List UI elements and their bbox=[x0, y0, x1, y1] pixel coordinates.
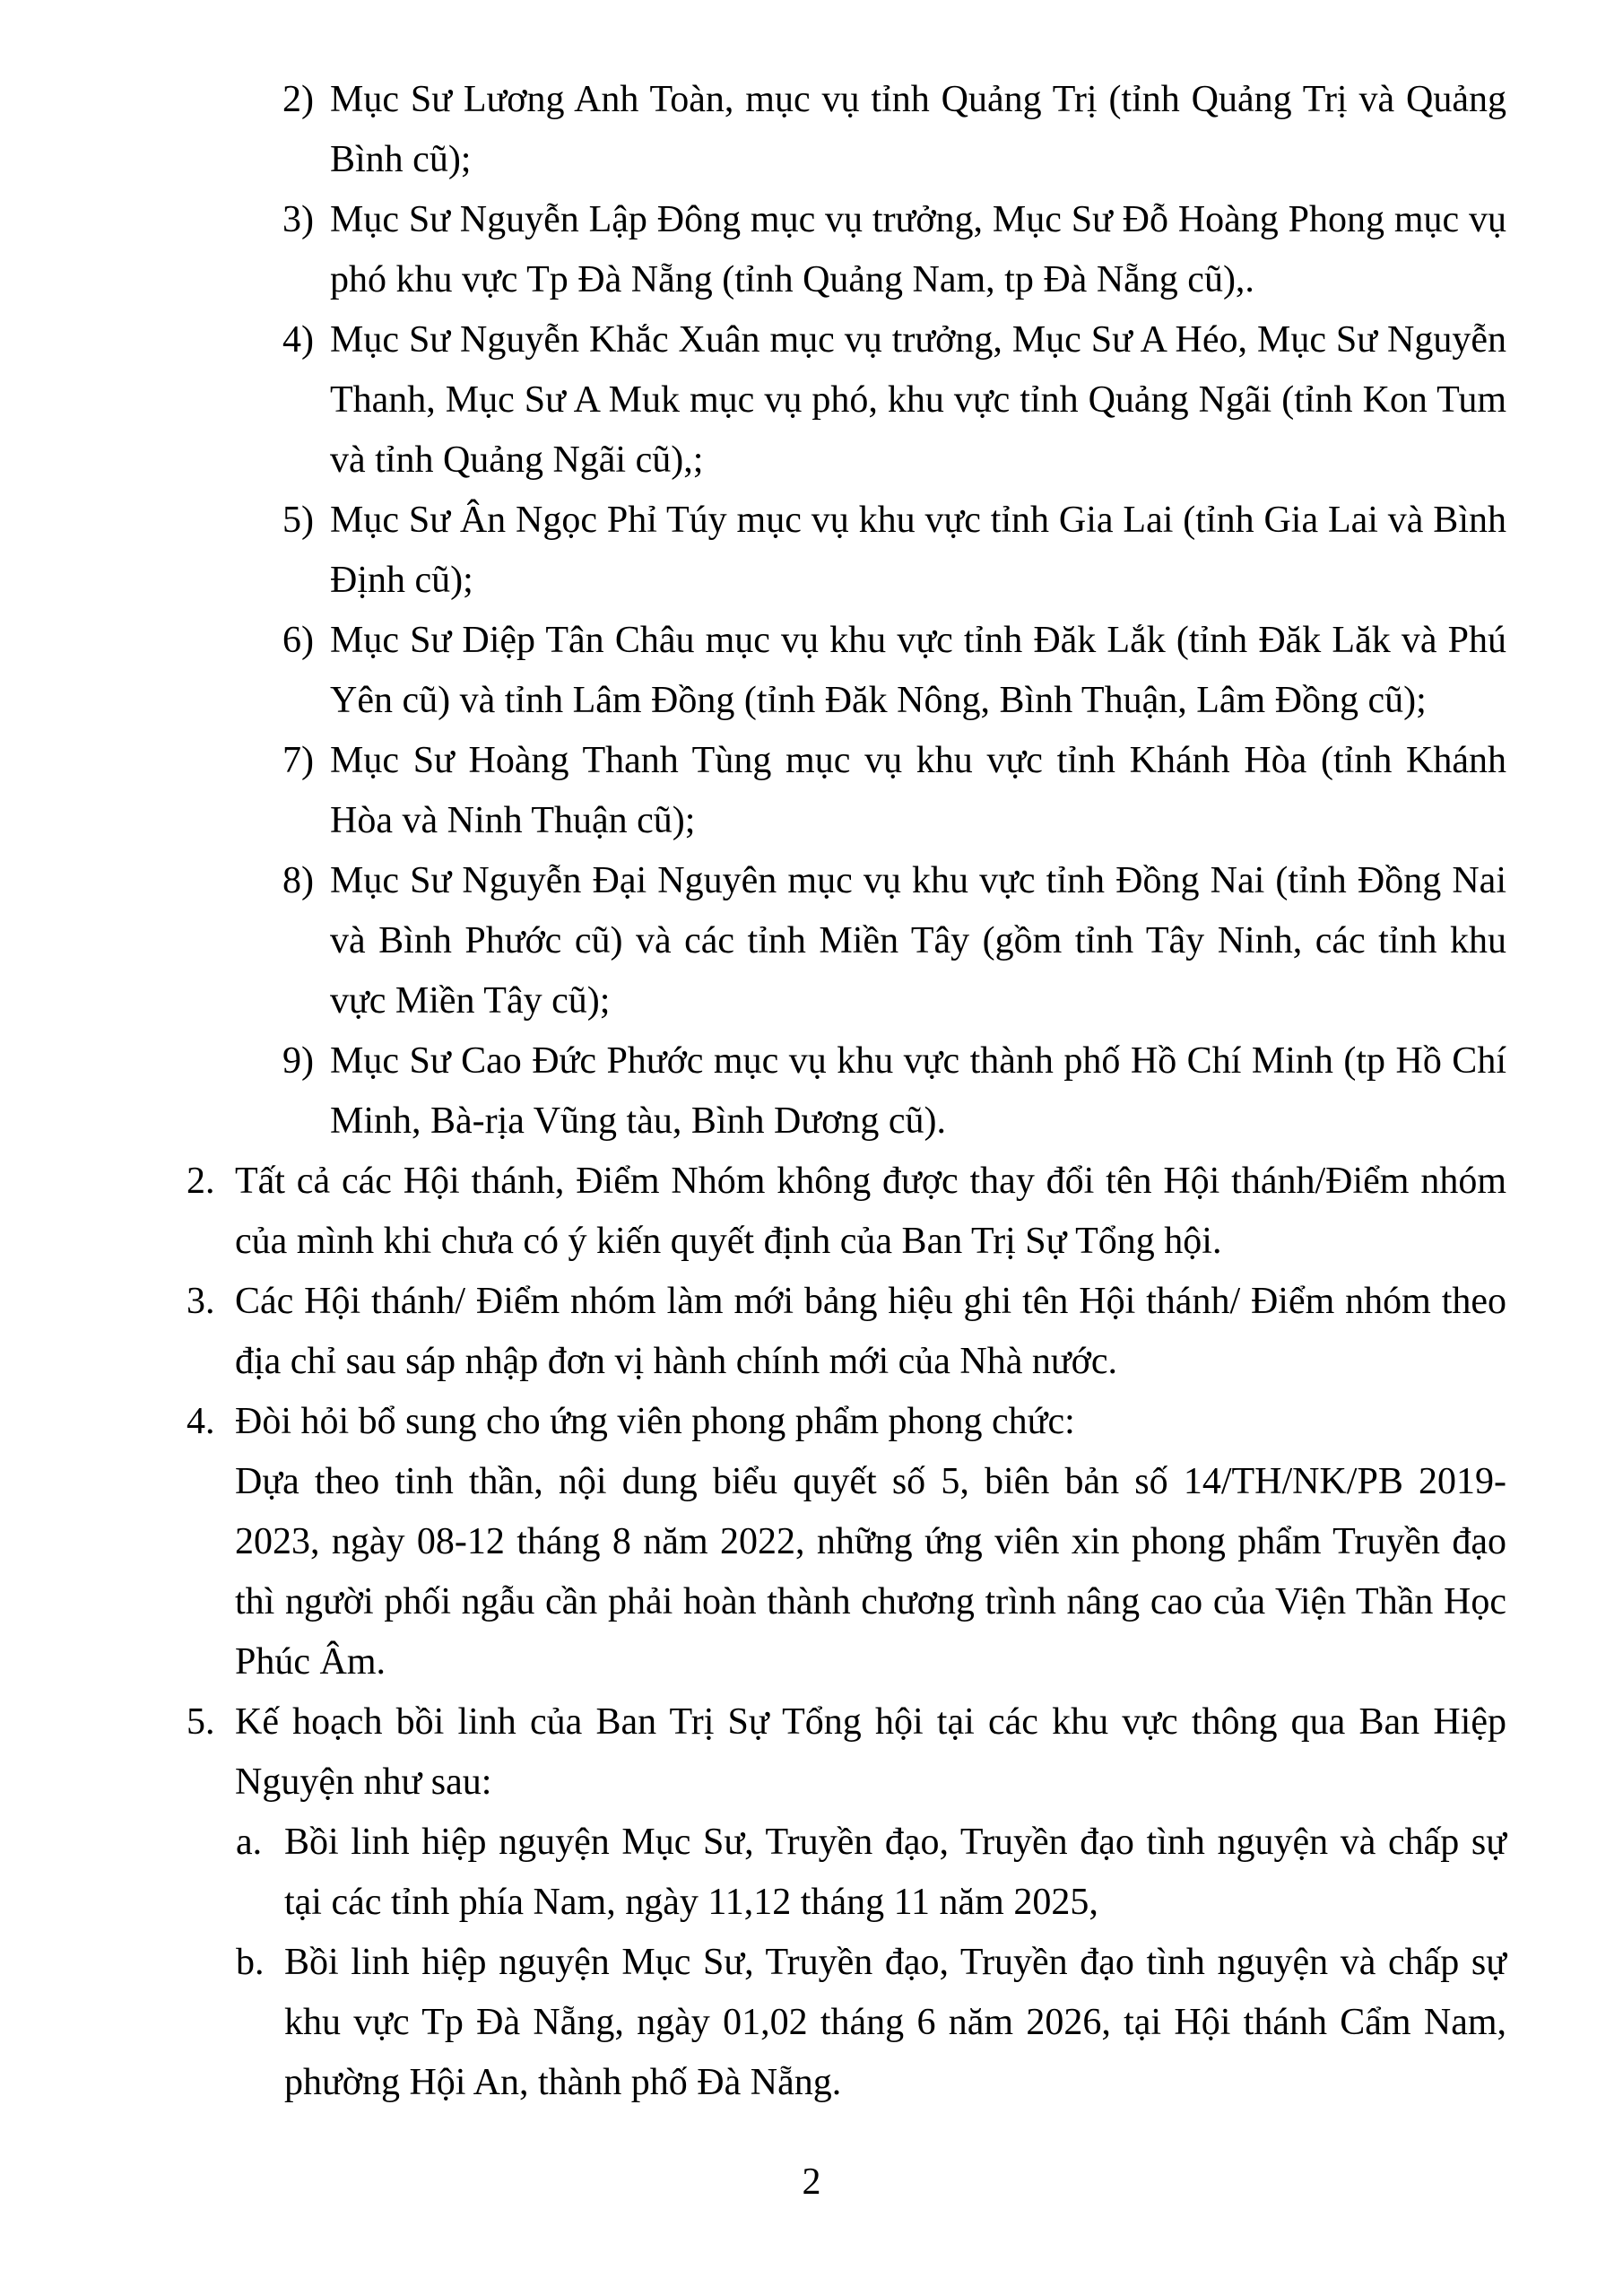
list-item-6-paren bbox=[0, 611, 1623, 731]
page-number: 2 bbox=[802, 2161, 821, 2203]
list-item-text: Mục Sư Ân Ngọc Phỉ Túy mục vụ khu vực tỉnh Gia Lai (tỉnh Gia Lai và Bình Định cũ); bbox=[330, 500, 1506, 601]
list-item-8-paren bbox=[0, 851, 1623, 1031]
list-item-text: Tất cả các Hội thánh, Điểm Nhóm không được thay đổi tên Hội thánh/Điểm nhóm của mình khi chưa có ý kiến quyết định của Ban Trị Sự Tổng hội. bbox=[235, 1161, 1506, 1262]
paragraph-text: Dựa theo tinh thần, nội dung biểu quyết số 5, biên bản số 14/TH/NK/PB 2019-2023, ngày 08-12 tháng 8 năm 2022, những ứng viên xin phong phẩm Truyền đạo thì người phối ngẫu cần phải hoàn thành chương trình nâng cao của Viện Thần Học Phúc Âm. bbox=[235, 1461, 1506, 1683]
list-item-number: 3. bbox=[187, 1281, 215, 1322]
list-item-text: Các Hội thánh/ Điểm nhóm làm mới bảng hiệu ghi tên Hội thánh/ Điểm nhóm theo địa chỉ sau sáp nhập đơn vị hành chính mới của Nhà nước. bbox=[235, 1281, 1506, 1382]
list-item-text: Mục Sư Lương Anh Toàn, mục vụ tỉnh Quảng Trị (tỉnh Quảng Trị và Quảng Bình cũ); bbox=[330, 79, 1506, 180]
list-item-letter: a. bbox=[236, 1822, 263, 1863]
list-item-text: Bồi linh hiệp nguyện Mục Sư, Truyền đạo, Truyền đạo tình nguyện và chấp sự tại các tỉnh phía Nam, ngày 11,12 tháng 11 năm 2025, bbox=[284, 1822, 1506, 1923]
list-item-b bbox=[0, 1933, 1623, 2113]
list-item-number: 5) bbox=[282, 500, 314, 541]
list-item-text: Bồi linh hiệp nguyện Mục Sư, Truyền đạo, Truyền đạo tình nguyện và chấp sự khu vực Tp Đà Nẵng, ngày 01,02 tháng 6 năm 2026, tại Hội thánh Cẩm Nam, phường Hội An, thành phố Đà Nẵng. bbox=[284, 1942, 1506, 2103]
list-item-3-dot bbox=[0, 1272, 1623, 1392]
list-item-4-paren bbox=[0, 310, 1623, 491]
list-item-text: Mục Sư Nguyễn Lập Đông mục vụ trưởng, Mục Sư Đỗ Hoàng Phong mục vụ phó khu vực Tp Đà Nẵng (tỉnh Quảng Nam, tp Đà Nẵng cũ),. bbox=[330, 199, 1506, 300]
list-item-text: Kế hoạch bồi linh của Ban Trị Sự Tổng hội tại các khu vực thông qua Ban Hiệp Nguyện như sau: bbox=[235, 1701, 1506, 1803]
list-item-text: Mục Sư Cao Đức Phước mục vụ khu vực thành phố Hồ Chí Minh (tp Hồ Chí Minh, Bà-rịa Vũng tàu, Bình Dương cũ). bbox=[330, 1040, 1506, 1142]
list-item-number: 4. bbox=[187, 1401, 215, 1442]
list-item-2-dot bbox=[0, 1152, 1623, 1272]
list-item-number: 5. bbox=[187, 1701, 215, 1743]
list-item-text: Mục Sư Diệp Tân Châu mục vụ khu vực tỉnh Đăk Lắk (tỉnh Đăk Lăk và Phú Yên cũ) và tỉnh Lâm Đồng (tỉnh Đăk Nông, Bình Thuận, Lâm Đồng cũ); bbox=[330, 620, 1506, 721]
list-item-number: 4) bbox=[282, 319, 314, 361]
list-item-2-paren bbox=[0, 70, 1623, 190]
list-item-number: 2) bbox=[282, 79, 314, 120]
list-item-5-paren bbox=[0, 491, 1623, 611]
list-item-letter: b. bbox=[236, 1942, 265, 1983]
list-item-number: 9) bbox=[282, 1040, 314, 1082]
list-item-number: 6) bbox=[282, 620, 314, 661]
list-item-5-dot bbox=[0, 1692, 1623, 1813]
list-item-text: Mục Sư Nguyễn Khắc Xuân mục vụ trưởng, Mục Sư A Héo, Mục Sư Nguyễn Thanh, Mục Sư A Muk mục vụ phó, khu vực tỉnh Quảng Ngãi (tỉnh Kon Tum và tỉnh Quảng Ngãi cũ),; bbox=[330, 319, 1506, 481]
list-item-3-paren bbox=[0, 190, 1623, 310]
list-item-7-paren bbox=[0, 731, 1623, 851]
paragraph-continuation bbox=[0, 1452, 1623, 1692]
list-item-number: 8) bbox=[282, 860, 314, 901]
list-item-text: Đòi hỏi bổ sung cho ứng viên phong phẩm phong chức: bbox=[235, 1401, 1075, 1442]
list-item-9-paren bbox=[0, 1031, 1623, 1152]
list-item-4-dot bbox=[0, 1392, 1623, 1452]
list-item-number: 7) bbox=[282, 740, 314, 781]
list-item-text: Mục Sư Hoàng Thanh Tùng mục vụ khu vực tỉnh Khánh Hòa (tỉnh Khánh Hòa và Ninh Thuận cũ); bbox=[330, 740, 1506, 841]
list-item-a bbox=[0, 1813, 1623, 1933]
list-item-text: Mục Sư Nguyễn Đại Nguyên mục vụ khu vực tỉnh Đồng Nai (tỉnh Đồng Nai và Bình Phước cũ) và các tỉnh Miền Tây (gồm tỉnh Tây Ninh, các tỉnh khu vực Miền Tây cũ); bbox=[330, 860, 1506, 1022]
list-item-number: 3) bbox=[282, 199, 314, 240]
list-item-number: 2. bbox=[187, 1161, 215, 1202]
